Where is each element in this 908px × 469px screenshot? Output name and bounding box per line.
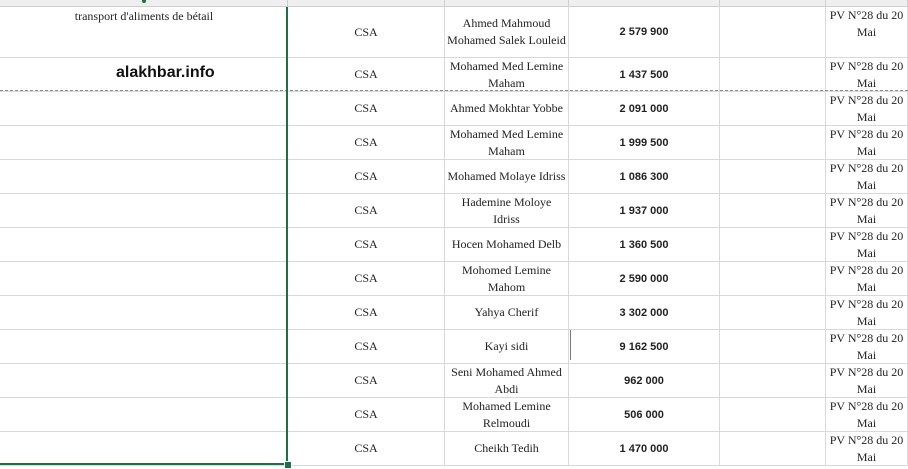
- column-header-e[interactable]: [720, 0, 826, 7]
- cell-organization[interactable]: CSA: [288, 126, 445, 159]
- cell-empty[interactable]: [720, 7, 826, 57]
- cell-organization[interactable]: CSA: [288, 296, 445, 329]
- cell-reference[interactable]: PV N°28 du 20 Mai: [826, 126, 908, 159]
- cell-beneficiary-name[interactable]: Mohamed Med Lemine Maham: [445, 58, 569, 91]
- cell-empty[interactable]: [720, 432, 826, 465]
- cell-empty[interactable]: [720, 92, 826, 125]
- column-header-c[interactable]: [445, 0, 569, 7]
- cell-empty[interactable]: [720, 262, 826, 295]
- cell-reference[interactable]: PV N°28 du 20 Mai: [826, 160, 908, 193]
- cell-organization[interactable]: CSA: [288, 194, 445, 227]
- cell-organization[interactable]: CSA: [288, 330, 445, 363]
- cell-amount[interactable]: 1 437 500: [569, 58, 720, 91]
- cell-amount[interactable]: 9 162 500: [569, 330, 720, 363]
- cell-reference[interactable]: PV N°28 du 20 Mai: [826, 364, 908, 397]
- table-row: [0, 364, 908, 398]
- cell-cursor: [570, 330, 571, 360]
- cell-description[interactable]: [0, 330, 288, 363]
- column-header-d[interactable]: [569, 0, 720, 7]
- cell-beneficiary-name[interactable]: Mohamed Lemine Relmoudi: [445, 398, 569, 431]
- cell-reference[interactable]: PV N°28 du 20 Mai: [826, 432, 908, 465]
- cell-description[interactable]: [0, 92, 288, 125]
- cell-empty[interactable]: [720, 398, 826, 431]
- column-header-b[interactable]: [288, 0, 445, 7]
- cell-beneficiary-name[interactable]: Mohomed Lemine Mahom: [445, 262, 569, 295]
- cell-amount[interactable]: 1 360 500: [569, 228, 720, 261]
- cell-empty[interactable]: [720, 160, 826, 193]
- watermark-text: alakhbar.info: [116, 64, 215, 81]
- table-row: [0, 432, 908, 466]
- cell-organization[interactable]: CSA: [288, 398, 445, 431]
- cell-organization[interactable]: CSA: [288, 262, 445, 295]
- table-row: [0, 194, 908, 228]
- cell-organization[interactable]: CSA: [288, 228, 445, 261]
- cell-description[interactable]: [0, 296, 288, 329]
- table-row: [0, 160, 908, 194]
- cell-beneficiary-name[interactable]: Hademine Moloye Idriss: [445, 194, 569, 227]
- fill-handle[interactable]: [284, 461, 292, 469]
- cell-beneficiary-name[interactable]: Seni Mohamed Ahmed Abdi: [445, 364, 569, 397]
- table-row: [0, 398, 908, 432]
- cell-reference[interactable]: PV N°28 du 20 Mai: [826, 398, 908, 431]
- table-row: [0, 296, 908, 330]
- cell-empty[interactable]: [720, 194, 826, 227]
- cell-description[interactable]: [0, 364, 288, 397]
- cell-amount[interactable]: 1 937 000: [569, 194, 720, 227]
- cell-reference[interactable]: PV N°28 du 20 Mai: [826, 330, 908, 363]
- cell-amount[interactable]: 506 000: [569, 398, 720, 431]
- table-row: [0, 330, 908, 364]
- merged-cell-description[interactable]: transport d'aliments de bétail: [74, 9, 214, 23]
- cell-amount[interactable]: 1 470 000: [569, 432, 720, 465]
- cell-reference[interactable]: PV N°28 du 20 Mai: [826, 228, 908, 261]
- cell-organization[interactable]: CSA: [288, 432, 445, 465]
- cell-amount[interactable]: 962 000: [569, 364, 720, 397]
- page-break-line: [0, 90, 908, 91]
- cell-beneficiary-name[interactable]: Ahmed Mokhtar Yobbe: [445, 92, 569, 125]
- cell-amount[interactable]: 2 091 000: [569, 92, 720, 125]
- cell-empty[interactable]: [720, 330, 826, 363]
- cell-beneficiary-name[interactable]: Ahmed Mahmoud Mohamed Salek Louleid: [445, 7, 569, 57]
- table-row: [0, 228, 908, 262]
- cell-empty[interactable]: [720, 296, 826, 329]
- column-header-f[interactable]: [826, 0, 908, 7]
- cell-description[interactable]: [0, 228, 288, 261]
- cell-description[interactable]: [0, 160, 288, 193]
- cell-reference[interactable]: PV N°28 du 20 Mai: [826, 262, 908, 295]
- cell-beneficiary-name[interactable]: Kayi sidi: [445, 330, 569, 363]
- cell-amount[interactable]: 3 302 000: [569, 296, 720, 329]
- cell-amount[interactable]: 1 999 500: [569, 126, 720, 159]
- cell-amount[interactable]: 2 579 900: [569, 7, 720, 57]
- cell-empty[interactable]: [720, 228, 826, 261]
- cell-description[interactable]: [0, 126, 288, 159]
- cell-reference[interactable]: PV N°28 du 20 Mai: [826, 58, 908, 91]
- cell-beneficiary-name[interactable]: Cheikh Tedih: [445, 432, 569, 465]
- cell-organization[interactable]: CSA: [288, 364, 445, 397]
- cell-description[interactable]: [0, 194, 288, 227]
- cell-reference[interactable]: PV N°28 du 20 Mai: [826, 7, 908, 57]
- cell-empty[interactable]: [720, 126, 826, 159]
- cell-organization[interactable]: CSA: [288, 7, 445, 57]
- cell-organization[interactable]: CSA: [288, 160, 445, 193]
- cell-reference[interactable]: PV N°28 du 20 Mai: [826, 194, 908, 227]
- cell-beneficiary-name[interactable]: Hocen Mohamed Delb: [445, 228, 569, 261]
- table-row: [0, 92, 908, 126]
- cell-beneficiary-name[interactable]: Mohamed Med Lemine Maham: [445, 126, 569, 159]
- cell-description[interactable]: [0, 398, 288, 431]
- table-row: [0, 126, 908, 160]
- cell-description[interactable]: [0, 262, 288, 295]
- table-row: [0, 262, 908, 296]
- column-header-bar: [0, 0, 908, 7]
- cell-amount[interactable]: 2 590 000: [569, 262, 720, 295]
- cell-amount[interactable]: 1 086 300: [569, 160, 720, 193]
- cell-beneficiary-name[interactable]: Yahya Cherif: [445, 296, 569, 329]
- cell-reference[interactable]: PV N°28 du 20 Mai: [826, 92, 908, 125]
- cell-beneficiary-name[interactable]: Mohamed Molaye Idriss: [445, 160, 569, 193]
- cell-description[interactable]: [0, 432, 288, 465]
- cell-reference[interactable]: PV N°28 du 20 Mai: [826, 296, 908, 329]
- cell-organization[interactable]: CSA: [288, 58, 445, 91]
- cell-empty[interactable]: [720, 364, 826, 397]
- cell-organization[interactable]: CSA: [288, 92, 445, 125]
- cell-empty[interactable]: [720, 58, 826, 91]
